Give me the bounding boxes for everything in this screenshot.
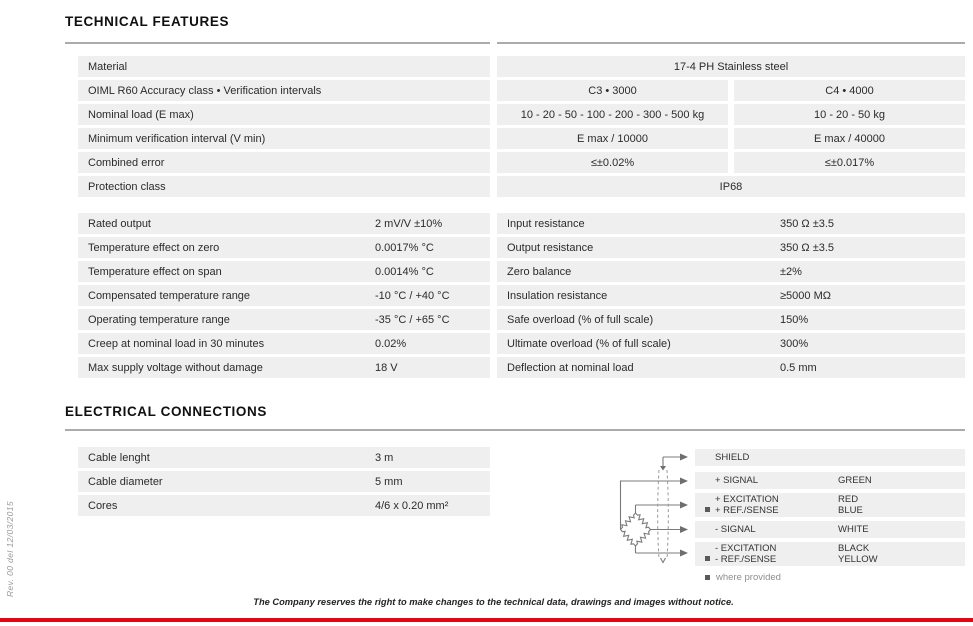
wire-row-minus-excitation: [695, 542, 965, 566]
table-row: [78, 495, 490, 516]
disclaimer-text: The Company reserves the right to make changes to the technical data, drawings and images without notice.: [253, 597, 734, 607]
row-value-c4: C4 • 4000: [734, 80, 965, 101]
table-row: [78, 213, 965, 234]
wiring-legend: [695, 449, 965, 583]
table-row: [78, 128, 965, 149]
row-value: ≥5000 MΩ: [780, 289, 831, 302]
row-value: ±2%: [780, 265, 802, 278]
row-label: Insulation resistance: [507, 289, 608, 302]
row-label: Ultimate overload (% of full scale): [507, 337, 671, 350]
table-row: [78, 104, 965, 125]
row-label: Nominal load (E max): [78, 104, 490, 125]
row-label: Input resistance: [507, 217, 585, 230]
row-value-c3: E max / 10000: [497, 128, 728, 149]
row-value-c4: E max / 40000: [734, 128, 965, 149]
row-label: Cable lenght: [88, 451, 150, 464]
row-label: Cable diameter: [88, 475, 163, 488]
wire-color: GREEN: [838, 475, 872, 486]
row-label: Protection class: [78, 176, 490, 197]
row-value-c4: 10 - 20 - 50 kg: [734, 104, 965, 125]
ref-sense-marker-icon: [705, 556, 710, 561]
row-label: OIML R60 Accuracy class • Verification intervals: [78, 80, 490, 101]
row-value: 0.0014% °C: [375, 265, 434, 278]
row-label: Rated output: [88, 217, 151, 230]
wire-label: + REF./SENSE: [715, 505, 779, 516]
row-value: 18 V: [375, 361, 398, 374]
accent-bar: [0, 618, 973, 622]
wire-color: YELLOW: [838, 554, 878, 565]
row-value: 300%: [780, 337, 809, 350]
row-value: 4/6 x 0.20 mm²: [375, 499, 449, 512]
row-label: Operating temperature range: [88, 313, 230, 326]
revision-note: Rev. 00 del 12/03/2015: [5, 500, 15, 598]
row-value: 3 m: [375, 451, 394, 464]
row-label: Safe overload (% of full scale): [507, 313, 654, 326]
row-value-c3: 10 - 20 - 50 - 100 - 200 - 300 - 500 kg: [497, 104, 728, 125]
row-label: Temperature effect on span: [88, 265, 222, 278]
heading-rule: [65, 429, 965, 431]
row-label: Cores: [88, 499, 118, 512]
wire-label: + SIGNAL: [715, 475, 759, 486]
heading-rule-left: [65, 42, 490, 44]
row-value: IP68: [497, 176, 965, 197]
row-value: 0.0017% °C: [375, 241, 434, 254]
technical-features-title: TECHNICAL FEATURES: [65, 14, 230, 29]
row-label: Zero balance: [507, 265, 572, 278]
row-value: 150%: [780, 313, 809, 326]
ref-sense-marker-icon: [705, 575, 710, 580]
row-value-c3: ≤±0.02%: [497, 152, 728, 173]
wire-color: BLUE: [838, 505, 863, 516]
row-value-c4: ≤±0.017%: [734, 152, 965, 173]
row-label: Output resistance: [507, 241, 594, 254]
table-row: [78, 176, 965, 197]
row-value: 17-4 PH Stainless steel: [497, 56, 965, 77]
row-label: Material: [78, 56, 490, 77]
row-label: Max supply voltage without damage: [88, 361, 263, 374]
wheatstone-bridge-diagram: [598, 445, 698, 575]
wire-color: RED: [838, 494, 859, 505]
table-row: [78, 357, 965, 378]
row-value: 350 Ω ±3.5: [780, 241, 835, 254]
row-label: Minimum verification interval (V min): [78, 128, 490, 149]
row-value: 0.5 mm: [780, 361, 817, 374]
row-label: Creep at nominal load in 30 minutes: [88, 337, 265, 350]
row-value: 0.02%: [375, 337, 407, 350]
wire-row-plus-signal: [695, 472, 965, 489]
wire-label: SHIELD: [715, 452, 750, 463]
spec-table-performance: [78, 213, 965, 381]
wire-row-minus-signal: [695, 521, 965, 538]
wire-label: + EXCITATION: [715, 494, 779, 505]
row-label: Temperature effect on zero: [88, 241, 220, 254]
table-row: [78, 447, 490, 468]
row-value: 2 mV/V ±10%: [375, 217, 443, 230]
table-row: [78, 80, 965, 101]
wire-row-plus-excitation: [695, 493, 965, 517]
row-value: 350 Ω ±3.5: [780, 217, 835, 230]
heading-rule-right: [497, 42, 965, 44]
wire-color: BLACK: [838, 543, 870, 554]
cable-table: [78, 447, 490, 519]
wire-label: - SIGNAL: [715, 524, 756, 535]
wire-row-shield: [695, 449, 965, 466]
row-value-c3: C3 • 3000: [497, 80, 728, 101]
spec-table-main: [78, 56, 965, 200]
table-row: [78, 56, 965, 77]
table-row: [78, 333, 965, 354]
table-row: [78, 285, 965, 306]
table-row: [78, 309, 965, 330]
row-label: Deflection at nominal load: [507, 361, 634, 374]
table-row: [78, 261, 965, 282]
row-value: 5 mm: [375, 475, 403, 488]
table-row: [78, 152, 965, 173]
ref-sense-marker-icon: [705, 507, 710, 512]
wire-label: - REF./SENSE: [715, 554, 777, 565]
wire-label: - EXCITATION: [715, 543, 777, 554]
wire-color: WHITE: [838, 524, 869, 535]
row-label: Combined error: [78, 152, 490, 173]
electrical-connections-title: ELECTRICAL CONNECTIONS: [65, 404, 267, 419]
where-provided-note: [695, 572, 965, 583]
table-row: [78, 237, 965, 258]
row-value: -10 °C / +40 °C: [375, 289, 450, 302]
note-text: where provided: [716, 572, 781, 583]
row-label: Compensated temperature range: [88, 289, 251, 302]
row-value: -35 °C / +65 °C: [375, 313, 450, 326]
table-row: [78, 471, 490, 492]
